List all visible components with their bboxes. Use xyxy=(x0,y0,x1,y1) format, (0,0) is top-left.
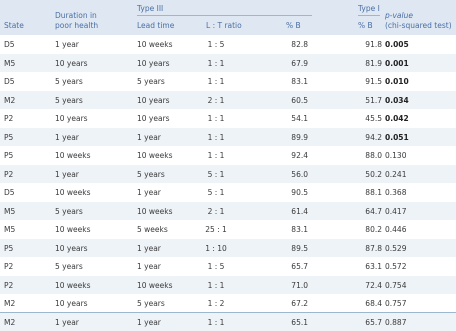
cell-ratio: 1 : 1 xyxy=(190,318,242,327)
header-state: State xyxy=(4,21,24,30)
header-duration-line1: Duration in xyxy=(55,11,97,20)
cell-duration: 1 year xyxy=(55,40,79,49)
cell-duration: 10 years xyxy=(55,299,88,308)
cell-duration: 10 weeks xyxy=(55,188,91,197)
header-pvalue-line1: p-value xyxy=(385,11,413,20)
cell-duration: 10 weeks xyxy=(55,281,91,290)
header-pct-b-type1: % B xyxy=(358,21,373,30)
cell-lead-time: 10 years xyxy=(137,114,170,123)
cell-ratio: 5 : 1 xyxy=(190,188,242,197)
cell-state: P2 xyxy=(4,114,13,123)
cell-pvalue: 0.417 xyxy=(385,207,406,216)
table-bottom-rule xyxy=(0,312,456,313)
cell-pct-b-type1: 45.5 xyxy=(358,114,382,123)
cell-state: M2 xyxy=(4,318,15,327)
table-row xyxy=(0,91,456,110)
cell-lead-time: 10 weeks xyxy=(137,40,173,49)
cell-ratio: 2 : 1 xyxy=(190,207,242,216)
cell-pvalue: 0.529 xyxy=(385,244,406,253)
cell-pct-b-type3: 83.1 xyxy=(278,225,308,234)
cell-state: D5 xyxy=(4,188,15,197)
cell-lead-time: 1 year xyxy=(137,318,161,327)
table-row xyxy=(0,239,456,258)
cell-pct-b-type3: 92.4 xyxy=(278,151,308,160)
cell-pct-b-type1: 68.4 xyxy=(358,299,382,308)
cell-ratio: 1 : 1 xyxy=(190,151,242,160)
type3-group-rule xyxy=(137,15,312,16)
cell-pct-b-type3: 61.4 xyxy=(278,207,308,216)
header-ratio: L : T ratio xyxy=(206,21,242,30)
type1-group-rule xyxy=(358,15,380,16)
cell-ratio: 1 : 5 xyxy=(190,40,242,49)
cell-pct-b-type1: 91.8 xyxy=(358,40,382,49)
cell-duration: 5 years xyxy=(55,262,83,271)
cell-pct-b-type3: 65.1 xyxy=(278,318,308,327)
header-type3: Type III xyxy=(137,4,163,13)
table-row xyxy=(0,202,456,221)
cell-pct-b-type3: 89.9 xyxy=(278,133,308,142)
header-pvalue-line2: (chi-squared test) xyxy=(385,21,452,30)
cell-lead-time: 1 year xyxy=(137,244,161,253)
cell-duration: 1 year xyxy=(55,170,79,179)
cell-state: M5 xyxy=(4,225,15,234)
table-row xyxy=(0,72,456,91)
table-row xyxy=(0,276,456,295)
cell-state: D5 xyxy=(4,77,15,86)
cell-pct-b-type1: 94.2 xyxy=(358,133,382,142)
table-row xyxy=(0,257,456,276)
cell-ratio: 1 : 5 xyxy=(190,262,242,271)
cell-state: P2 xyxy=(4,281,13,290)
cell-state: M2 xyxy=(4,299,15,308)
table-row xyxy=(0,165,456,184)
table-row xyxy=(0,146,456,165)
table-header xyxy=(0,0,456,35)
cell-pct-b-type3: 54.1 xyxy=(278,114,308,123)
cell-state: M5 xyxy=(4,59,15,68)
cell-pct-b-type3: 83.1 xyxy=(278,77,308,86)
cell-lead-time: 5 years xyxy=(137,170,165,179)
cell-duration: 5 years xyxy=(55,77,83,86)
cell-ratio: 1 : 1 xyxy=(190,77,242,86)
cell-pvalue: 0.757 xyxy=(385,299,406,308)
cell-pct-b-type1: 65.7 xyxy=(358,318,382,327)
cell-duration: 10 years xyxy=(55,114,88,123)
cell-pct-b-type1: 63.1 xyxy=(358,262,382,271)
table-row xyxy=(0,313,456,331)
cell-pvalue: 0.887 xyxy=(385,318,406,327)
table-row xyxy=(0,54,456,73)
cell-state: D5 xyxy=(4,40,15,49)
table-row xyxy=(0,294,456,313)
cell-duration: 10 weeks xyxy=(55,225,91,234)
cell-ratio: 1 : 10 xyxy=(190,244,242,253)
table-row xyxy=(0,109,456,128)
table-row xyxy=(0,220,456,239)
table-row xyxy=(0,128,456,147)
header-pct-b-type3: % B xyxy=(286,21,301,30)
cell-pct-b-type1: 51.7 xyxy=(358,96,382,105)
cell-pct-b-type3: 89.5 xyxy=(278,244,308,253)
cell-pct-b-type3: 65.7 xyxy=(278,262,308,271)
cell-lead-time: 1 year xyxy=(137,188,161,197)
header-lead-time: Lead time xyxy=(137,21,174,30)
header-duration-line2: poor health xyxy=(55,21,98,30)
table-row xyxy=(0,183,456,202)
cell-pct-b-type3: 60.5 xyxy=(278,96,308,105)
cell-pvalue: 0.005 xyxy=(385,40,409,49)
cell-lead-time: 1 year xyxy=(137,262,161,271)
cell-pct-b-type1: 72.4 xyxy=(358,281,382,290)
cell-duration: 10 weeks xyxy=(55,151,91,160)
cell-pvalue: 0.010 xyxy=(385,77,409,86)
cell-state: P5 xyxy=(4,244,13,253)
cell-pct-b-type3: 90.5 xyxy=(278,188,308,197)
cell-pct-b-type1: 50.2 xyxy=(358,170,382,179)
cell-lead-time: 10 weeks xyxy=(137,281,173,290)
cell-state: M5 xyxy=(4,207,15,216)
cell-pvalue: 0.042 xyxy=(385,114,409,123)
cell-ratio: 1 : 1 xyxy=(190,114,242,123)
cell-pct-b-type1: 91.5 xyxy=(358,77,382,86)
cell-pct-b-type3: 71.0 xyxy=(278,281,308,290)
cell-pvalue: 0.051 xyxy=(385,133,409,142)
cell-pct-b-type1: 87.8 xyxy=(358,244,382,253)
cell-duration: 5 years xyxy=(55,96,83,105)
cell-duration: 10 years xyxy=(55,244,88,253)
cell-pct-b-type1: 64.7 xyxy=(358,207,382,216)
cell-ratio: 1 : 1 xyxy=(190,133,242,142)
cell-duration: 1 year xyxy=(55,133,79,142)
cell-pvalue: 0.754 xyxy=(385,281,406,290)
cell-pct-b-type1: 80.2 xyxy=(358,225,382,234)
cell-lead-time: 1 year xyxy=(137,133,161,142)
cell-pct-b-type1: 88.1 xyxy=(358,188,382,197)
cell-pvalue: 0.034 xyxy=(385,96,409,105)
cell-state: P2 xyxy=(4,170,13,179)
cell-duration: 1 year xyxy=(55,318,79,327)
cell-pct-b-type1: 88.0 xyxy=(358,151,382,160)
cell-ratio: 5 : 1 xyxy=(190,170,242,179)
cell-lead-time: 10 years xyxy=(137,59,170,68)
cell-ratio: 25 : 1 xyxy=(190,225,242,234)
cell-pvalue: 0.446 xyxy=(385,225,406,234)
cell-state: P5 xyxy=(4,133,13,142)
cell-pct-b-type3: 82.8 xyxy=(278,40,308,49)
cell-lead-time: 5 years xyxy=(137,299,165,308)
cell-pvalue: 0.572 xyxy=(385,262,406,271)
cell-ratio: 1 : 2 xyxy=(190,299,242,308)
cell-lead-time: 5 weeks xyxy=(137,225,168,234)
cell-pct-b-type3: 56.0 xyxy=(278,170,308,179)
cell-pvalue: 0.130 xyxy=(385,151,406,160)
cell-state: P2 xyxy=(4,262,13,271)
cell-pct-b-type3: 67.9 xyxy=(278,59,308,68)
cell-pvalue: 0.001 xyxy=(385,59,409,68)
cell-pvalue: 0.241 xyxy=(385,170,406,179)
cell-pct-b-type3: 67.2 xyxy=(278,299,308,308)
cell-state: P5 xyxy=(4,151,13,160)
table-body xyxy=(0,35,456,331)
cell-pvalue: 0.368 xyxy=(385,188,406,197)
cell-lead-time: 5 years xyxy=(137,77,165,86)
cell-lead-time: 10 years xyxy=(137,96,170,105)
cell-ratio: 1 : 1 xyxy=(190,59,242,68)
table-row xyxy=(0,35,456,54)
cell-pct-b-type1: 81.9 xyxy=(358,59,382,68)
header-type1: Type I xyxy=(358,4,380,13)
cell-duration: 10 years xyxy=(55,59,88,68)
cell-duration: 5 years xyxy=(55,207,83,216)
cell-state: M2 xyxy=(4,96,15,105)
cell-lead-time: 10 weeks xyxy=(137,151,173,160)
cell-ratio: 2 : 1 xyxy=(190,96,242,105)
cell-ratio: 1 : 1 xyxy=(190,281,242,290)
cell-lead-time: 10 weeks xyxy=(137,207,173,216)
